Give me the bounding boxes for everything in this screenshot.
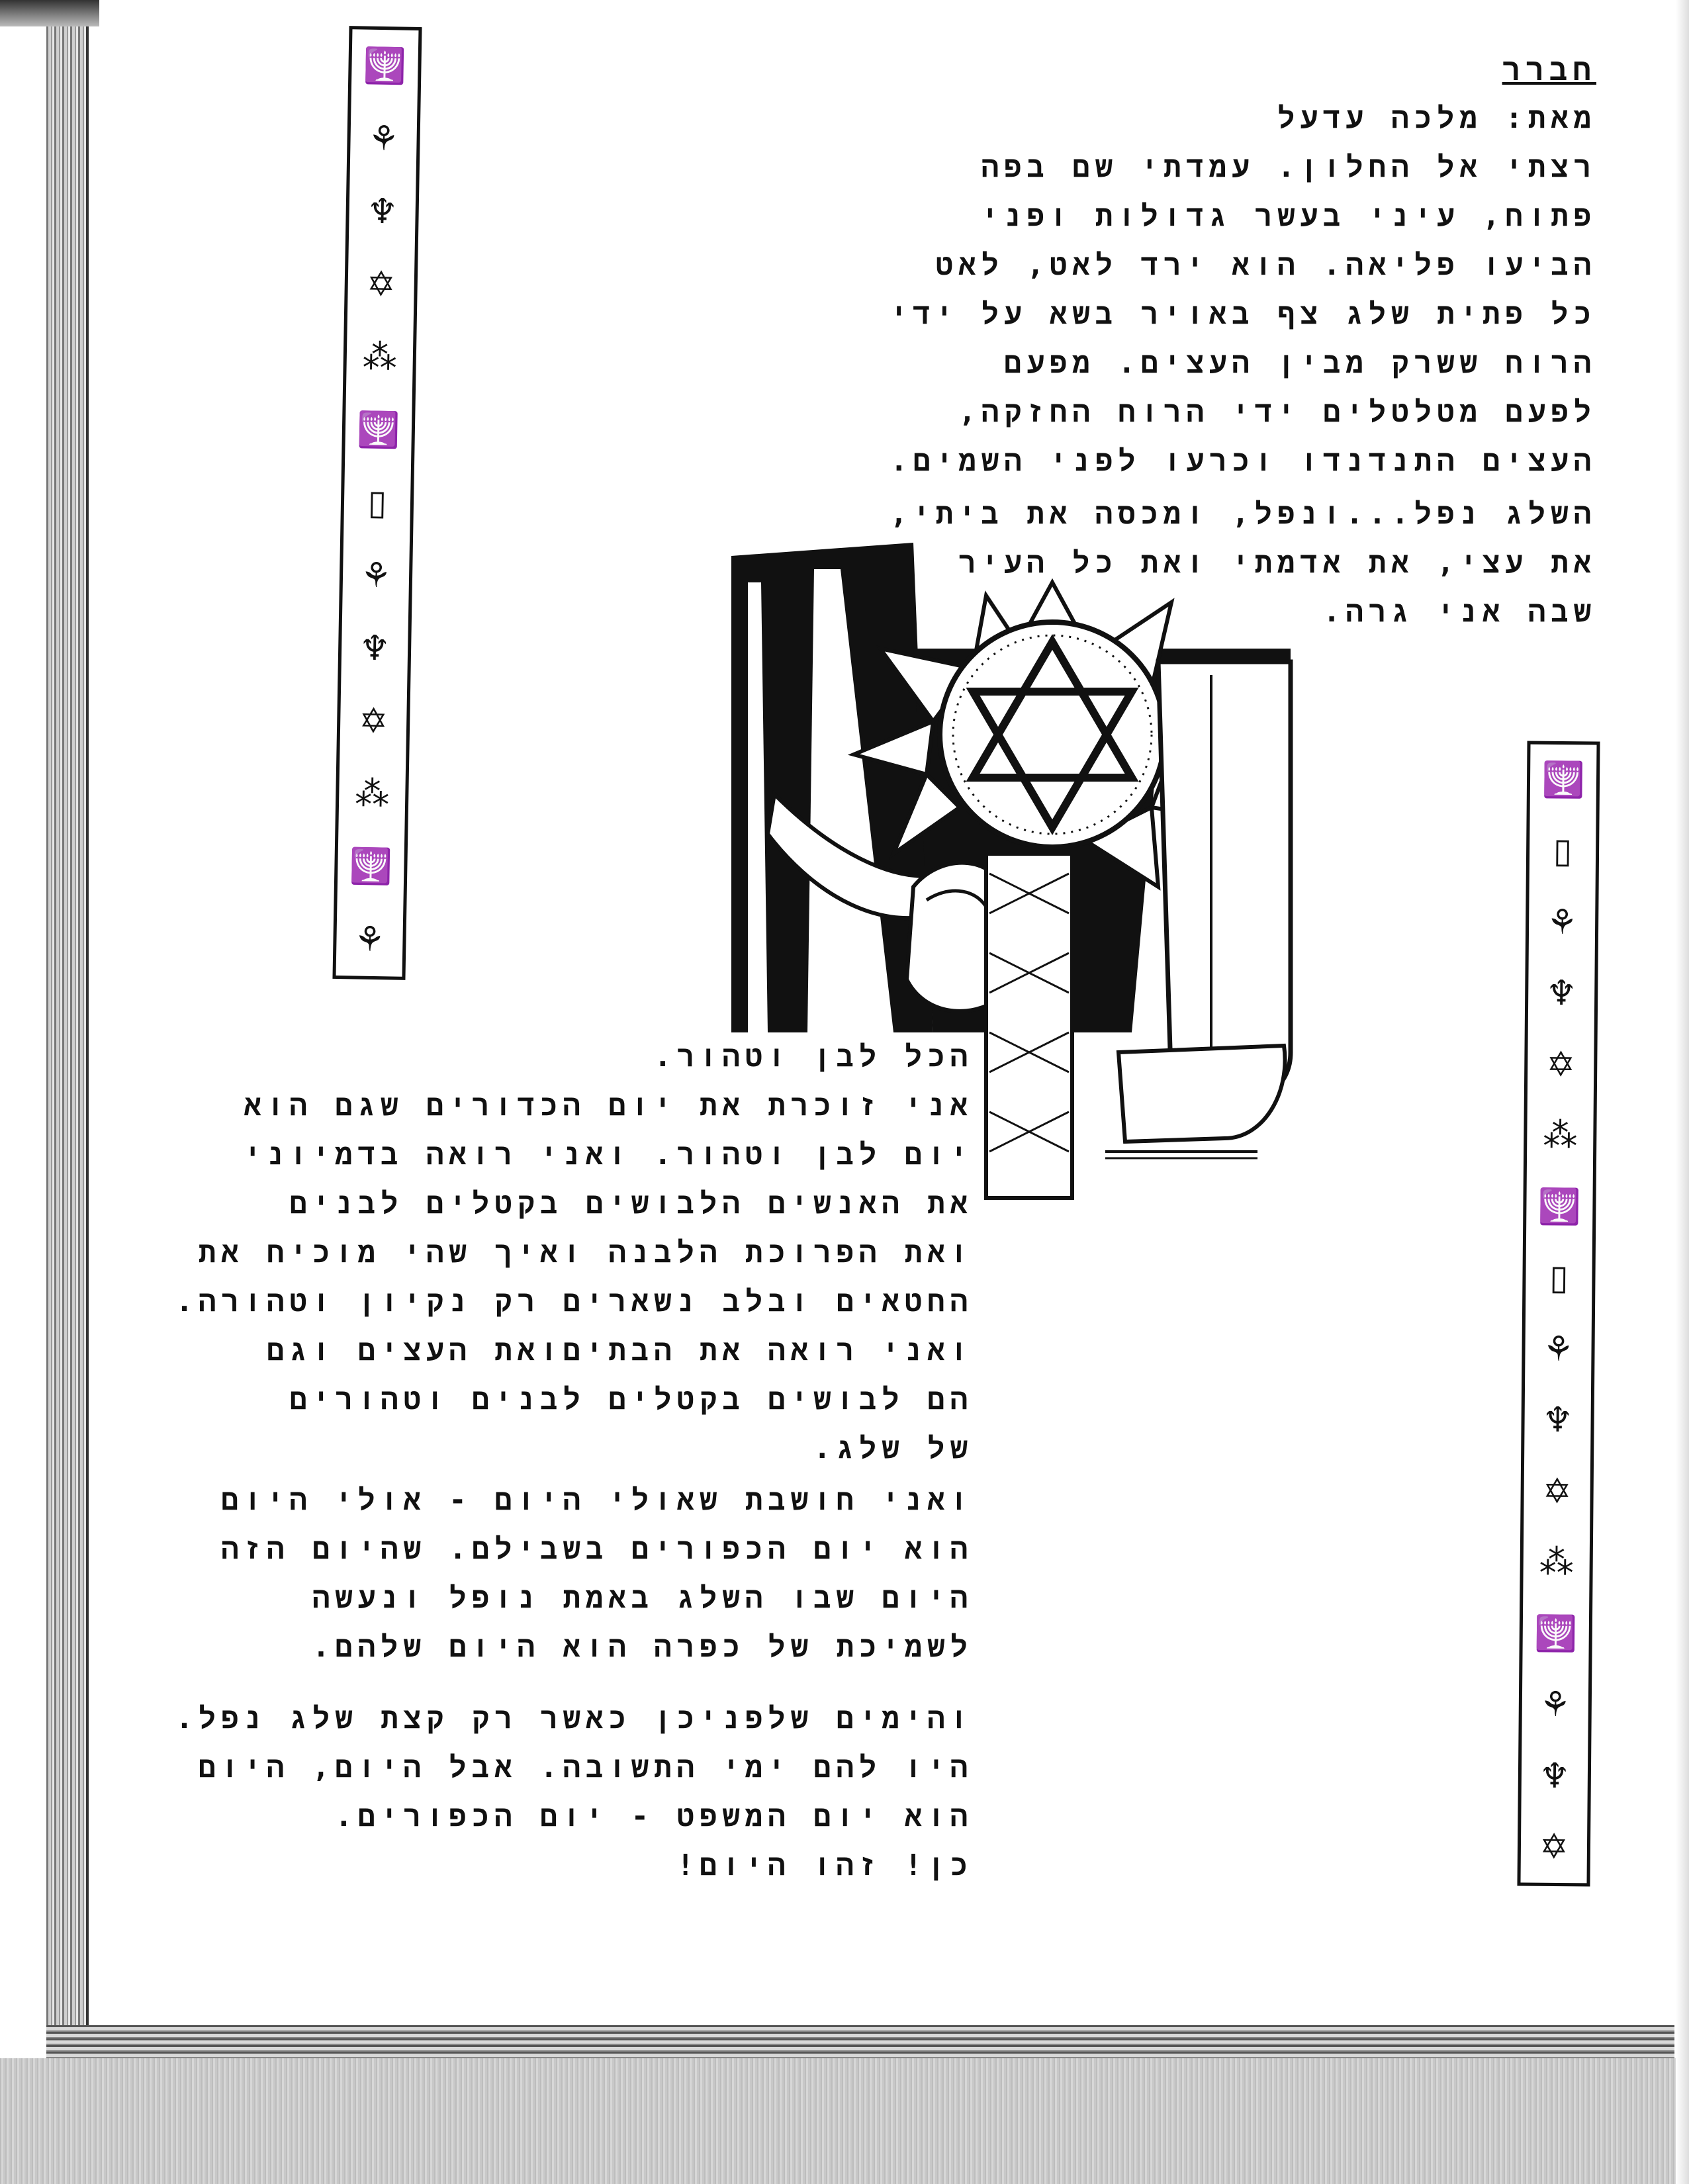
text-line: רצתי אל החלון. עמדתי שם בפה (981, 150, 1596, 184)
text-line: כן! זהו היום! (676, 1848, 973, 1882)
text-line: יום לבן וטהור. ואני רואה בדמיוני (244, 1138, 973, 1171)
menorah-icon: 🕎 (349, 846, 393, 887)
text-line: אני זוכרת את יום הכדורים שגם הוא (244, 1089, 973, 1122)
lyre-icon: ♆ (1542, 1400, 1574, 1441)
page-right-edge (1676, 0, 1689, 2184)
text-line: את עצי, את אדמתי ואת כל העיר (958, 546, 1596, 580)
text-line: היום שבו השלג באמת נופל ונעשה (312, 1581, 973, 1615)
tablets-icon: ▯ (367, 482, 387, 523)
text-line: הם לבושים בקטלים לבנים וטהורים (289, 1383, 973, 1416)
lyre-icon: ♆ (1539, 1756, 1571, 1796)
text-line: הוא יום הכפורים בשבילם. שהיום הזה (221, 1532, 973, 1566)
paragraph-3 (175, 1032, 973, 1473)
paragraph-1 (802, 143, 1596, 486)
text-line: ואני חושבת שאולי היום - אולי היום (221, 1483, 973, 1517)
text-line: היו להם ימי התשובה. אבל היום, היום (198, 1751, 973, 1784)
tablets-icon: ▯ (1549, 1258, 1569, 1298)
book-spine-edge (46, 26, 89, 2052)
section-label: חברר (1502, 52, 1596, 87)
menorah-icon: 🕎 (1534, 1614, 1578, 1655)
text-line: לשמיכת של כפרה הוא היום שלהם. (312, 1630, 973, 1664)
star-of-david-icon: ✡ (1546, 1044, 1576, 1085)
grapes-icon: ⁂ (1539, 1543, 1574, 1583)
text-line: כל פתית שלג צף באויר בשא על ידי (890, 297, 1596, 331)
wheat-icon: ⚘ (1546, 902, 1578, 942)
author-line: מאת: מלכה עדעל (1277, 101, 1596, 135)
text-line: ואת הפרוכת הלבנה ואיך שהי מוכיח את (198, 1236, 973, 1269)
text-line: הרוח ששרק מבין העצים. מפעם (1004, 346, 1596, 380)
decorative-border-left (332, 26, 422, 980)
text-line: ואני רואה את הבתיםואת העצים וגם (267, 1334, 973, 1367)
decorative-border-right (1517, 741, 1600, 1887)
star-of-david-icon: ✡ (1542, 1471, 1572, 1512)
star-of-david-icon: ✡ (358, 701, 388, 742)
lyre-icon: ♆ (366, 191, 398, 232)
text-line: הוא יום המשפט - יום הכפורים. (335, 1799, 973, 1833)
text-line: שבה אני גרה. (1322, 595, 1596, 629)
text-line: החטאים ובלב נשארים רק נקיון וטהורה. (175, 1285, 973, 1318)
wheat-icon: ⚘ (360, 555, 392, 596)
menorah-icon: 🕎 (1537, 1187, 1582, 1228)
text-line: השלג נפל...ונפל, ומכסה את ביתי, (890, 497, 1596, 531)
tablets-icon: ▯ (1553, 831, 1573, 872)
lyre-icon: ♆ (1545, 974, 1577, 1014)
menorah-icon: 🕎 (357, 410, 400, 451)
grapes-icon: ⁂ (1543, 1116, 1578, 1156)
paragraph-5 (175, 1694, 973, 1890)
grapes-icon: ⁂ (362, 337, 398, 378)
grapes-icon: ⁂ (354, 774, 390, 815)
menorah-icon: 🕎 (363, 46, 407, 87)
wheat-icon: ⚘ (1542, 1329, 1575, 1369)
text-line: העצים התנדנדו וכרעו לפני השמים. (890, 444, 1596, 478)
text-line: של שלג. (813, 1432, 973, 1465)
star-of-david-icon: ✡ (366, 264, 396, 305)
menorah-icon: 🕎 (1541, 760, 1585, 801)
wheat-icon: ⚘ (353, 919, 386, 960)
star-of-david-icon: ✡ (1539, 1827, 1569, 1868)
wheat-icon: ⚘ (1539, 1685, 1571, 1725)
wheat-icon: ⚘ (367, 118, 400, 159)
paragraph-4 (212, 1476, 973, 1672)
scanner-bed (0, 2058, 1689, 2184)
text-line: פתוח, עיני בעשר גדולות ופני (981, 199, 1596, 233)
text-line: הכל לבן וטהור. (654, 1040, 973, 1073)
lyre-icon: ♆ (359, 628, 390, 669)
text-line: והימים שלפניכן כאשר רק קצת שלג נפל. (175, 1702, 973, 1735)
scan-shadow-top (0, 0, 99, 26)
text-line: הביעו פליאה. הוא ירד לאט, לאט (935, 248, 1596, 282)
book-bottom-edge (46, 2025, 1674, 2058)
paragraph-2 (802, 490, 1596, 637)
text-line: לפעם מטלטלים ידי הרוח החזקה, (958, 395, 1596, 429)
text-line: את האנשים הלבושים בקטלים לבנים (289, 1187, 973, 1220)
header (1001, 45, 1596, 143)
